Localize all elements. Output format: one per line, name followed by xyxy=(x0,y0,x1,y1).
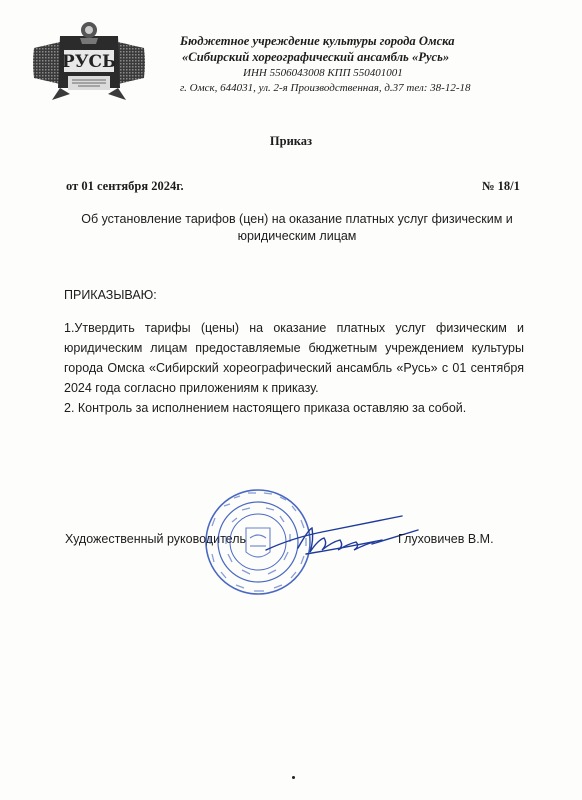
paragraph-2: 2. Контроль за исполнением настоящего приказа оставляю за собой. xyxy=(64,401,467,415)
org-inn-kpp: ИНН 5506043008 КПП 550401001 xyxy=(243,67,403,79)
ensemble-logo-icon xyxy=(30,18,148,108)
document-subject xyxy=(72,211,522,245)
org-name-line2: «Сибирский хореографический ансамбль «Русь» xyxy=(182,50,450,64)
paragraph-1: 1.Утвердить тарифы (цены) на оказание платных услуг физическим и юридическим лицам предоставляемые бюджетным учреждением культуры города Омска «Сибирский хореографический ансамбль «Русь» с 01 сентября 2024 года согласно приложениям к приказу. xyxy=(64,321,524,395)
signer-name: Глуховичев В.М. xyxy=(398,532,494,546)
page-dot xyxy=(292,776,295,779)
subject-line2: юридическим лицам xyxy=(237,229,357,243)
document-date: от 01 сентября 2024г. xyxy=(66,179,184,193)
signer-title: Художественный руководитель xyxy=(65,532,246,546)
org-name-line1: Бюджетное учреждение культуры города Омска xyxy=(180,34,455,48)
document-title: Приказ xyxy=(269,134,313,148)
org-address: г. Омск, 644031, ул. 2-я Производственная, д.37 тел: 38-12-18 xyxy=(180,82,471,94)
order-word: ПРИКАЗЫВАЮ: xyxy=(64,288,157,302)
document-number: № 18/1 xyxy=(482,179,520,193)
document-body xyxy=(64,318,524,418)
subject-line1: Об установление тарифов (цен) на оказание платных услуг физическим и xyxy=(81,212,513,226)
svg-text:РУСЬ: РУСЬ xyxy=(61,52,117,72)
